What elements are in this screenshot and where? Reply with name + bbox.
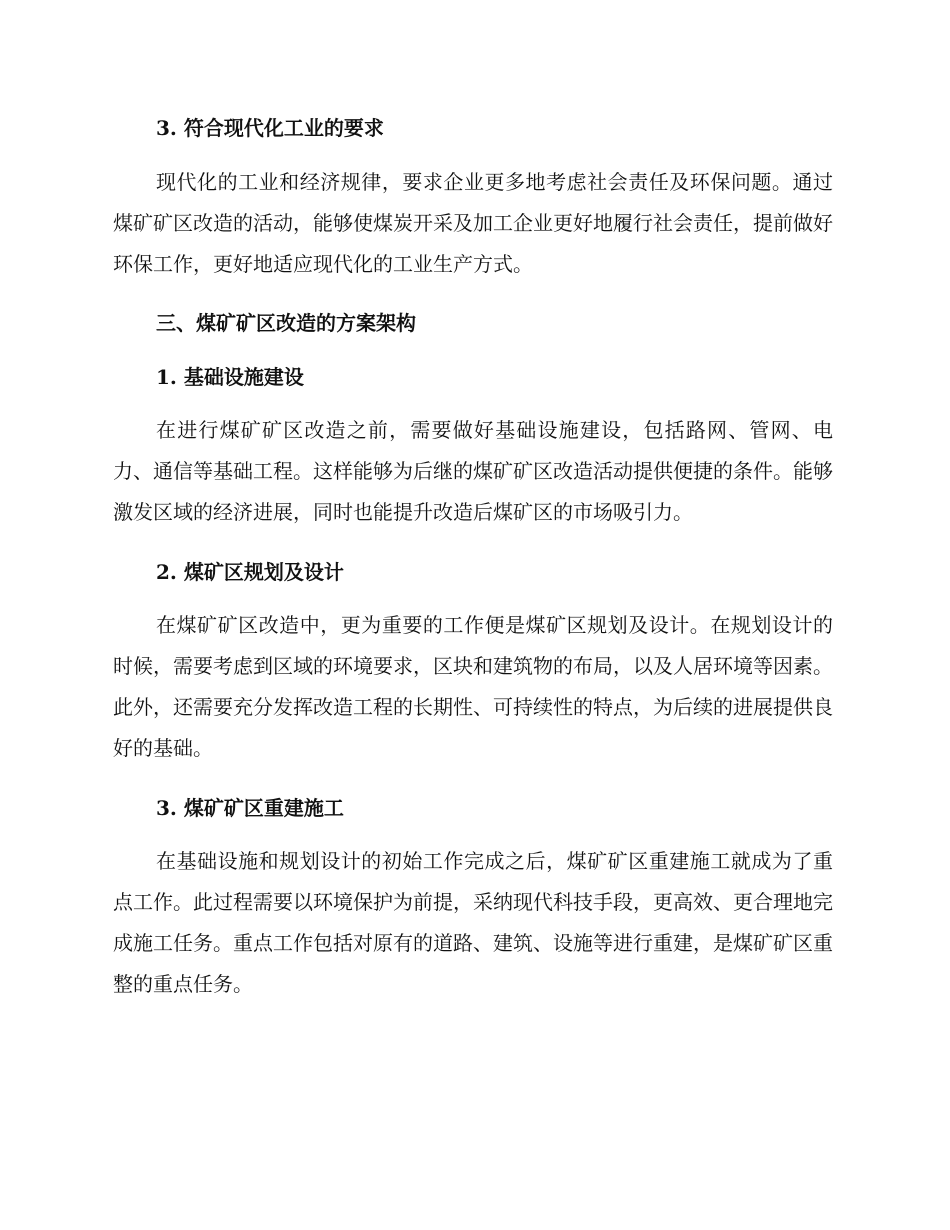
paragraph-planning-design: 在煤矿矿区改造中，更为重要的工作便是煤矿区规划及设计。在规划设计的时候，需要考虑到区域的环境要求，区块和建筑物的布局，以及人居环境等因素。此外，还需要充分发挥改造工程的长期性、可持续性的特点，为后续的进展提供良好的基础。 (113, 613, 833, 760)
section-heading-planning-design: 2. 煤矿区规划及设计 (156, 560, 344, 584)
paragraph-infrastructure: 在进行煤矿矿区改造之前，需要做好基础设施建设，包括路网、管网、电力、通信等基础工程。这样能够为后继的煤矿矿区改造活动提供便捷的条件。能够激发区域的经济进展，同时也能提升改造后煤矿区的市场吸引力。 (113, 418, 833, 524)
section-heading-modern-industry: 3. 符合现代化工业的要求 (156, 116, 384, 140)
chapter-heading-scheme-architecture: 三、煤矿矿区改造的方案架构 (156, 311, 416, 335)
paragraph-reconstruction: 在基础设施和规划设计的初始工作完成之后，煤矿矿区重建施工就成为了重点工作。此过程需要以环境保护为前提，采纳现代科技手段，更高效、更合理地完成施工任务。重点工作包括对原有的道路、建筑、设施等进行重建，是煤矿矿区重整的重点任务。 (113, 849, 833, 996)
section-heading-reconstruction: 3. 煤矿矿区重建施工 (156, 796, 344, 820)
section-heading-infrastructure: 1. 基础设施建设 (156, 365, 304, 389)
paragraph-modern-industry: 现代化的工业和经济规律，要求企业更多地考虑社会责任及环保问题。通过煤矿矿区改造的活动，能够使煤炭开采及加工企业更好地履行社会责任，提前做好环保工作，更好地适应现代化的工业生产方式。 (113, 170, 833, 276)
